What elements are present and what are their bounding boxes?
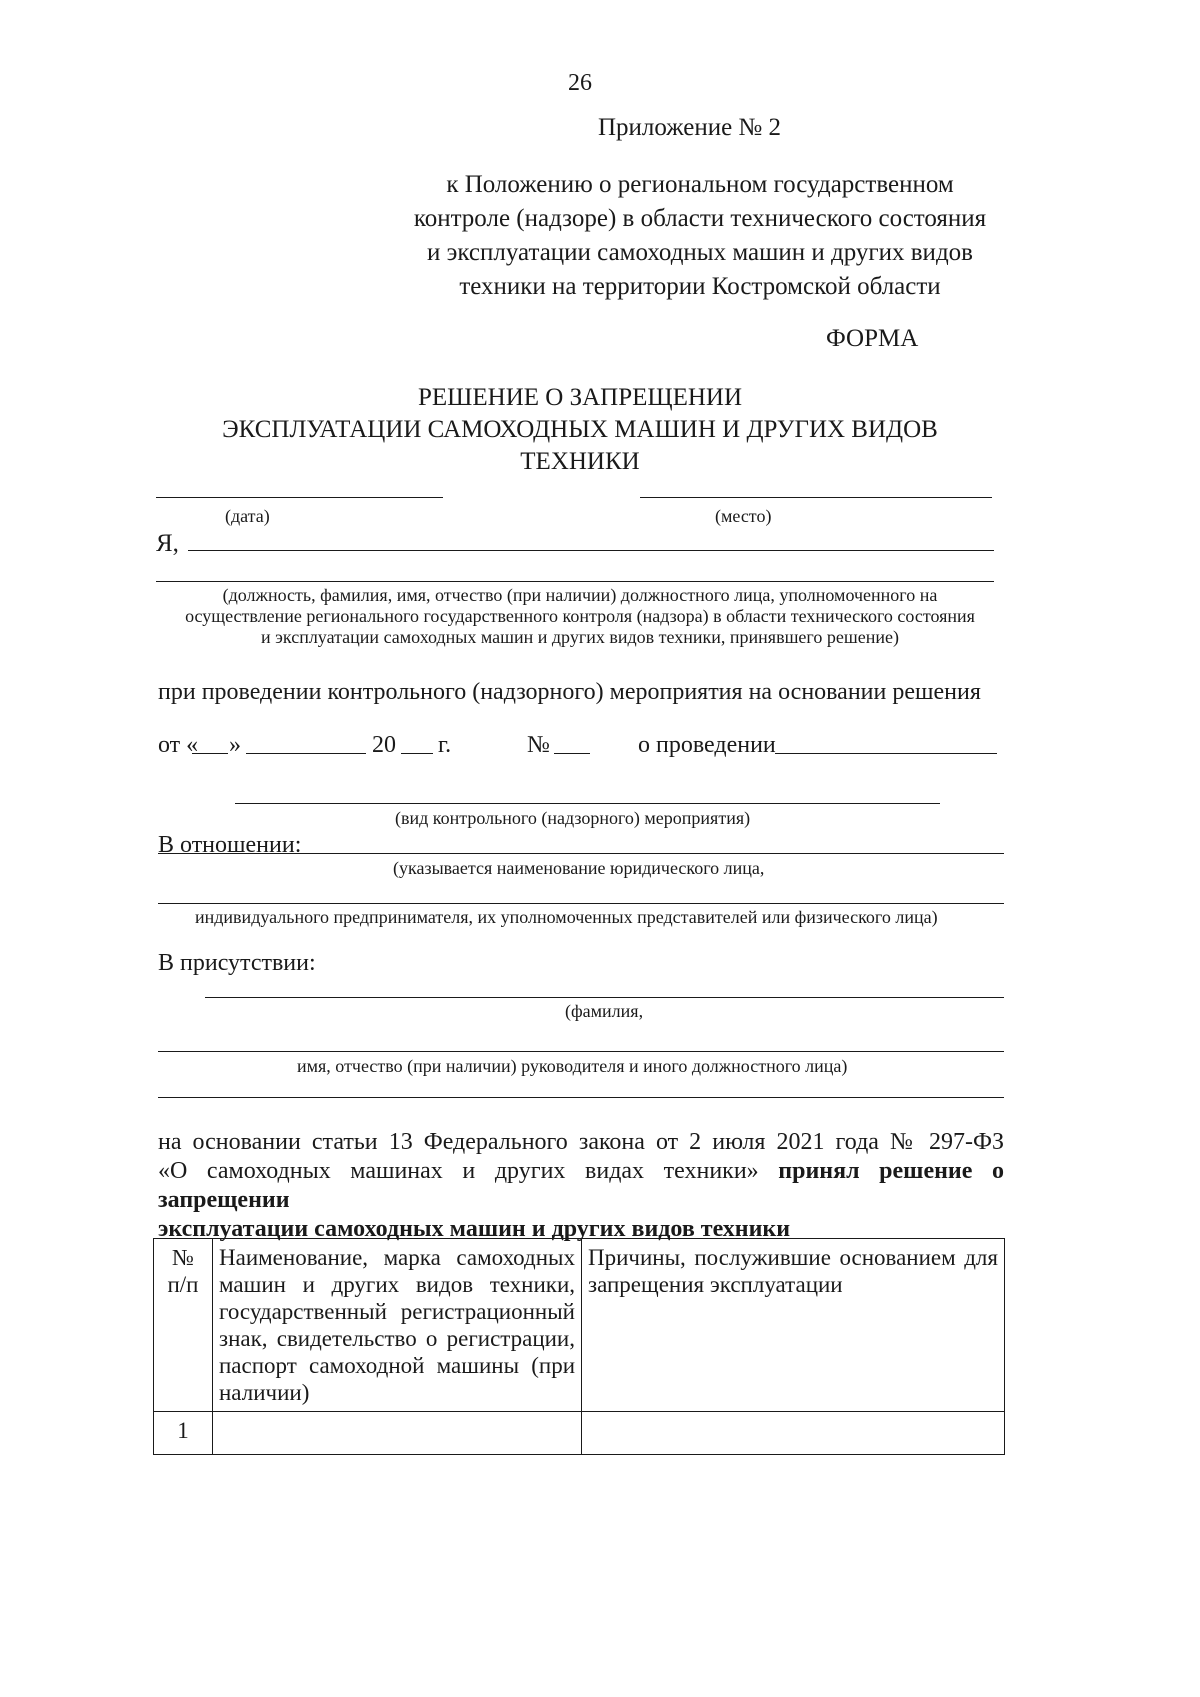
place-field-line[interactable] xyxy=(640,497,992,498)
decision-paragraph xyxy=(158,1128,1004,1244)
title-line: ТЕХНИКИ xyxy=(520,448,640,475)
date-field-line[interactable] xyxy=(156,497,443,498)
regarding-field-line[interactable] xyxy=(158,853,1004,854)
official-field-line-2[interactable] xyxy=(156,581,994,582)
year-suffix: г. xyxy=(438,732,452,758)
event-caption: (вид контрольного (надзорного) мероприятия) xyxy=(395,808,751,828)
about-field-line[interactable] xyxy=(775,753,997,754)
from-label: от « xyxy=(158,732,199,758)
appendix-reference xyxy=(390,168,1010,304)
appendix-line: техники на территории Костромской области xyxy=(459,273,941,300)
day-field-line[interactable] xyxy=(192,753,228,754)
presence-caption-1: (фамилия, xyxy=(565,1001,644,1021)
presence-field-line-3[interactable] xyxy=(158,1097,1004,1098)
ya-label: Я, xyxy=(156,530,179,557)
regarding-caption-2: индивидуального предпринимателя, их уполномоченных представителей или физического лица) xyxy=(195,907,938,927)
basis-line: при проведении контрольного (надзорного) мероприятия на основании решения xyxy=(158,679,981,705)
decision-bold-1: принял решение о запрещении xyxy=(158,1158,1005,1213)
vehicles-table xyxy=(153,1238,1005,1455)
appendix-line: к Положению о региональном государственном xyxy=(446,171,954,198)
year-label: 20 xyxy=(372,732,396,758)
form-label: ФОРМА xyxy=(826,325,919,352)
regarding-field-line-2[interactable] xyxy=(158,903,1004,904)
regarding-caption-1: (указывается наименование юридического лица, xyxy=(393,858,765,878)
date-caption: (дата) xyxy=(225,506,270,526)
decision-law-title: «О самоходных машинах и других видах техники» xyxy=(158,1158,759,1184)
decision-line-1: на основании статьи 13 Федерального закона от 2 июля 2021 года № 297-ФЗ xyxy=(158,1129,1004,1155)
title-line: ЭКСПЛУАТАЦИИ САМОХОДНЫХ МАШИН И ДРУГИХ ВИДОВ xyxy=(222,416,938,443)
appendix-line: контроле (надзоре) в области технического состояния xyxy=(413,205,987,232)
caption-line: (должность, фамилия, имя, отчество (при наличии) должностного лица, уполномоченного на xyxy=(222,585,938,605)
row-reason-cell[interactable] xyxy=(582,1412,1005,1455)
caption-line: и эксплуатации самоходных машин и других видов техники, принявшего решение) xyxy=(261,627,899,647)
presence-field-line[interactable] xyxy=(205,997,1004,998)
regarding-label: В отношении: xyxy=(158,832,302,858)
header-number: № п/п xyxy=(154,1239,213,1412)
place-caption: (место) xyxy=(715,506,772,526)
official-caption xyxy=(150,585,1010,648)
appendix-title: Приложение № 2 xyxy=(598,114,782,141)
presence-caption-2: имя, отчество (при наличии) руководителя и иного должностного лица) xyxy=(297,1056,848,1076)
document-title xyxy=(150,382,1010,478)
row-vehicle-cell[interactable] xyxy=(213,1412,582,1455)
event-field-line[interactable] xyxy=(235,803,940,804)
month-field-line[interactable] xyxy=(246,753,366,754)
decision-line-3: эксплуатации самоходных машин и других видов техники xyxy=(158,1216,791,1242)
row-number: 1 xyxy=(154,1412,213,1455)
table-header-row xyxy=(154,1239,1005,1412)
presence-field-line-2[interactable] xyxy=(158,1051,1004,1052)
decision-line-2 xyxy=(158,1157,1004,1215)
title-line: РЕШЕНИЕ О ЗАПРЕЩЕНИИ xyxy=(417,384,743,411)
official-field-line[interactable] xyxy=(188,550,994,551)
number-field-line[interactable] xyxy=(554,753,590,754)
from-close: » xyxy=(229,732,241,758)
number-label: № xyxy=(527,732,550,758)
appendix-line: и эксплуатации самоходных машин и других видов xyxy=(427,239,973,266)
header-vehicle: Наименование, марка самоходных машин и других видов техники, государственный регистрационный знак, свидетельство о регистрации, паспорт самоходной машины (при наличии) xyxy=(213,1239,582,1412)
table-row xyxy=(154,1412,1005,1455)
page-number: 26 xyxy=(568,70,592,96)
about-label: о проведении xyxy=(638,732,776,758)
caption-line: осуществление регионального государственного контроля (надзора) в области технического состояния xyxy=(185,606,975,626)
year-field-line[interactable] xyxy=(401,753,433,754)
header-reason: Причины, послужившие основанием для запрещения эксплуатации xyxy=(582,1239,1005,1412)
presence-label: В присутствии: xyxy=(158,950,316,976)
